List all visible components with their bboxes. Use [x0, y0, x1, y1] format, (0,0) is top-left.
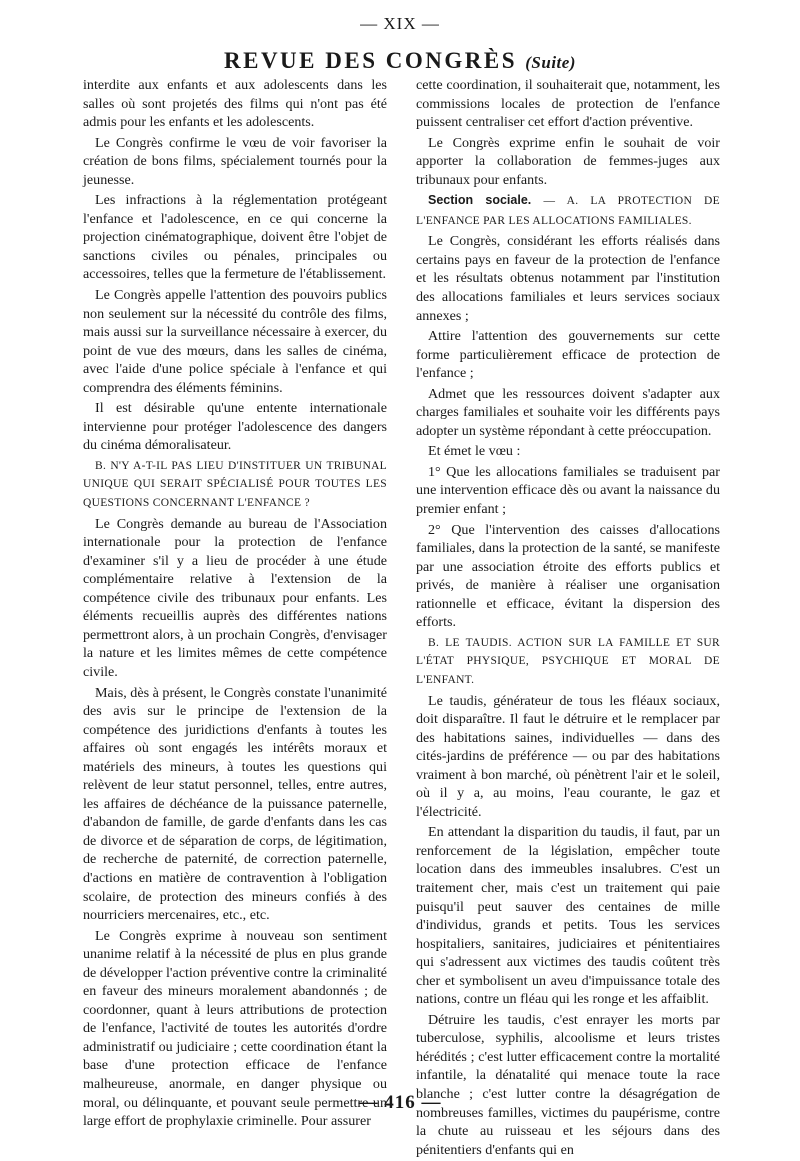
paragraph: Il est désirable qu'une entente internationale intervienne pour protéger l'adolescence des dangers du cinéma démoralisateur.: [83, 400, 387, 454]
paragraph: cette coordination, il souhaiterait que, notamment, les commissions locales de protection de l'enfance puissent centraliser cet effort d'action préventive.: [416, 77, 720, 131]
section-heading: B. N'Y A-T-IL PAS LIEU D'INSTITUER UN TRIBUNAL UNIQUE QUI SERAIT SPÉCIALISÉ POUR TOUTES LES QUESTIONS CONCERNANT L'ENFANCE ?: [83, 459, 387, 510]
paragraph: Les infractions à la réglementation protégeant l'enfance et l'adolescence, en ce qui concerne la projection cinématographique, doivent être l'objet de sanctions civiles ou pénales, principales ou accessoires, telles que la fermeture de l'établissement.: [83, 192, 387, 283]
paragraph: Mais, dès à présent, le Congrès constate l'unanimité des avis sur le principe de l'extension de la compétence des juridictions d'enfants à toutes les affaires où sont engagés les intérêts moraux et matériels des mineurs, à toutes les questions qui relèvent de leur statut personnel, telles, entre autres, les affaires de déchéance de la puissance paternelle, d'abandon de famille, de garde d'enfants dans les cas de divorce et de séparation de corps, de légitimation, de recherche de paternité, de correction paternelle, d'actions en matière de contravention à l'obligation scolaire, de protection des mineurs confiés à des nourriciers mercenaires, etc., etc.: [83, 684, 387, 924]
section-heading: B. LE TAUDIS. ACTION SUR LA FAMILLE ET SUR L'ÉTAT PHYSIQUE, PSYCHIQUE ET MORAL DE L'ENFANT.: [416, 636, 720, 686]
right-column: [416, 76, 720, 1161]
paragraph: Le Congrès demande au bureau de l'Association internationale pour la protection de l'enfance d'examiner s'il y a lieu de procéder à une étude complémentaire relative à l'extension de la compétence civile des tribunaux pour enfants. Les éléments recueillis auprès des différentes nations permettront alors, à un prochain Congrès, d'envisager la nature et les limites mêmes de cette compétence civile.: [83, 515, 387, 680]
paragraph: Le Congrès exprime à nouveau son sentiment unanime relatif à la nécessité de plus en plus grande de développer l'action préventive contre la criminalité en faveur des mineurs moralement abandonnés ; de coordonner, quant à leurs attributions de protection de l'enfance, l'activité de toutes les autorités d'ordre administratif ou judiciaire ; cette coordination étant la base d'une protection efficace de l'enfance malheureuse, anormale, en danger physique ou moral, ou délinquante, et pouvant seule permettre un large effort de prophylaxie criminelle. Pour assurer: [83, 927, 387, 1130]
paragraph: Le Congrès, considérant les efforts réalisés dans certains pays en faveur de la protection de l'enfance et les résultats obtenus notamment par l'institution des allocations familiales et leurs services sociaux annexes ;: [416, 233, 720, 324]
header-title: REVUE DES CONGRÈS: [224, 48, 517, 73]
paragraph: Admet que les ressources doivent s'adapter aux charges familiales et souhaite voir les différents pays adopter un système répondant à cette préoccupation.: [416, 385, 720, 439]
page-number: — 416 —: [358, 1092, 442, 1113]
paragraph: Le Congrès appelle l'attention des pouvoirs publics non seulement sur la nécessité du contrôle des films, mais aussi sur la surveillance nécessaire à exercer, du point de vue des mœurs, dans les salles de cinéma, avec l'aide d'une police spéciale à l'enfance et qui comprendra des éléments féminins.: [83, 287, 387, 396]
paragraph: interdite aux enfants et aux adolescents dans les salles où sont projetés des films qui n'ont pas été admis pour les enfants et les adolescents.: [83, 77, 387, 131]
paragraph: 1° Que les allocations familiales se traduisent par une intervention efficace dès ou avant la naissance du premier enfant ;: [416, 463, 720, 518]
paragraph: Le taudis, générateur de tous les fléaux sociaux, doit disparaître. Il faut le détruire et le remplacer par des habitations saines, individuelles — dans des cités-jardins de préférence — ou par des habitations vraiment à bon marché, où pénètrent l'air et le soleil, où il y a, au moins, l'eau courante, le gaz et l'électricité.: [416, 692, 720, 820]
paragraph: Le Congrès exprime enfin le souhait de voir apporter la collaboration de femmes-juges aux tribunaux pour enfants.: [416, 134, 720, 188]
paragraph: En attendant la disparition du taudis, il faut, par un renforcement de la législation, empêcher toute location dans des immeubles insalubres. C'est un traitement cher, mais c'est un traitement qui paie puisqu'il peut sauver des centaines de mille d'individus, grands et petits. Tous les services hospitaliers, sanitaires, judiciaires et pénitentiaires qui s'adressent aux victimes des taudis coûtent très cher et symbolisent un aveu d'impuissance totale des nations, contre un fléau qui les ronge et les affaiblit.: [416, 824, 720, 1008]
header-suite: (Suite): [525, 53, 576, 72]
paragraph: Attire l'attention des gouvernements sur cette forme particulièrement efficace de protection de l'enfance ;: [416, 328, 720, 382]
left-column: [83, 76, 387, 1133]
section-title: — A. LA PROTECTION DE L'ENFANCE PAR LES ALLOCATIONS FAMILIALES.: [416, 195, 720, 227]
section-label: Section sociale.: [428, 193, 532, 208]
paragraph: Et émet le vœu :: [428, 443, 521, 460]
paragraph: 2° Que l'intervention des caisses d'allocations familiales, dans la protection de la santé, se manifeste par une association étroite des efforts publics et privés, de manière à réaliser une organisation rationnelle et efficace, évitant la dispersion des efforts.: [416, 521, 720, 631]
paragraph: Détruire les taudis, c'est enrayer les morts par tuberculose, syphilis, alcoolisme et leurs tristes hérédités ; c'est lutter efficacement contre la mortalité infantile, la dénatalité qui menace toute la race blanche ; c'est lutter contre la désagrégation de nombreuses familles, victimes du paupérisme, contre la chute au ruisseau et les séjours dans des pénitentiers d'enfants qui en: [416, 1011, 720, 1158]
paragraph: Le Congrès confirme le vœu de voir favoriser la création de bons films, spécialement tournés pour la jeunesse.: [83, 134, 387, 188]
page-header: [0, 48, 800, 74]
section-heading: [416, 191, 720, 230]
roman-page-numeral: — XIX —: [360, 14, 440, 33]
